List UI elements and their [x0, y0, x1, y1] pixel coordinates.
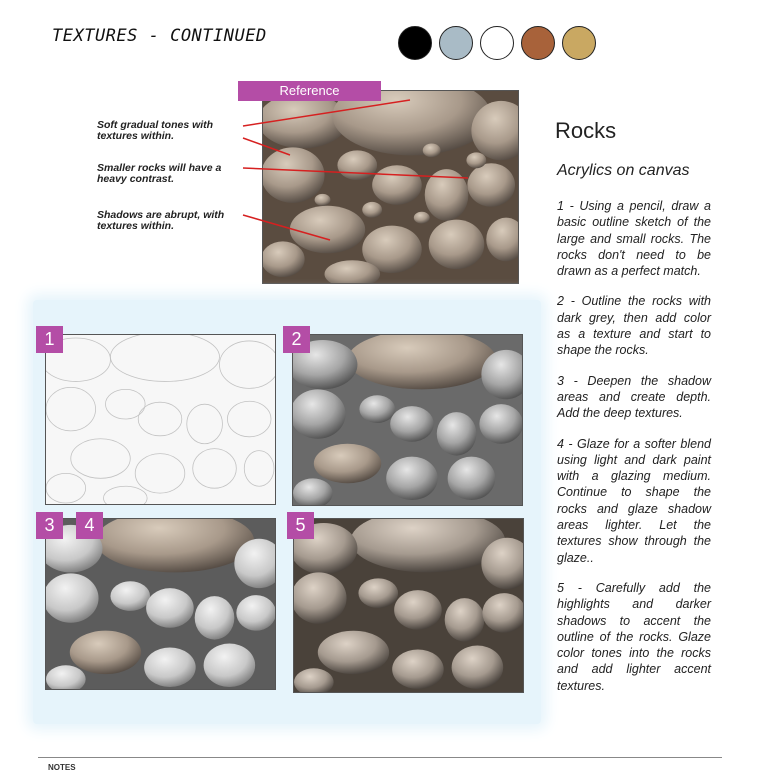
- swatch-white: [480, 26, 514, 60]
- section-heading: Rocks: [555, 118, 617, 143]
- color-swatches: [398, 26, 596, 60]
- swatch-grey-blue: [439, 26, 473, 60]
- instruction-steps: [557, 198, 711, 708]
- step-5-badge: 5: [287, 512, 314, 539]
- step-3-badge: 3: [36, 512, 63, 539]
- reference-tag: Reference: [238, 81, 381, 101]
- page-title: TEXTURES - CONTINUED: [52, 26, 267, 46]
- instruction-step-5: 5 - Carefully add the highlights and darker shadows to accent the outline of the rocks. Glaze color tones into the rocks and add lighter accent textures.: [557, 580, 711, 693]
- section-subheading: Acrylics on canvas: [557, 162, 690, 179]
- step-1-badge: 1: [36, 326, 63, 353]
- step-2-badge: 2: [283, 326, 310, 353]
- step-4-badge: 4: [76, 512, 103, 539]
- reference-photo: [262, 90, 519, 284]
- step-2-painting: [292, 334, 523, 506]
- instruction-step-4: 4 - Glaze for a softer blend using light and dark paint with a glazing medium. Continue to shape the rocks and glaze shadow areas lighter. Let the textures show through the glaze..: [557, 436, 711, 565]
- step-1-sketch: [45, 334, 276, 505]
- instruction-step-1: 1 - Using a pencil, draw a basic outline sketch of the large and small rocks. The rocks don't need to be drawn as a perfect match.: [557, 199, 711, 279]
- swatch-black: [398, 26, 432, 60]
- notes-label: NOTES: [48, 763, 76, 772]
- instruction-step-2: 2 - Outline the rocks with dark grey, then add color as a texture and start to shape the rocks.: [557, 294, 711, 358]
- annotation-soft-tones: Soft gradual tones with textures within.: [97, 119, 214, 142]
- instruction-step-3: 3 - Deepen the shadow areas and create depth. Add the deep textures.: [557, 373, 711, 421]
- annotation-shadows: Shadows are abrupt, with textures within.: [97, 209, 225, 232]
- swatch-burnt-sienna: [521, 26, 555, 60]
- step-3-4-painting: [45, 518, 276, 690]
- notes-divider: [38, 757, 722, 758]
- swatch-ochre: [562, 26, 596, 60]
- annotation-small-rocks: Smaller rocks will have a heavy contrast.: [97, 162, 222, 185]
- step-5-painting: [293, 518, 524, 693]
